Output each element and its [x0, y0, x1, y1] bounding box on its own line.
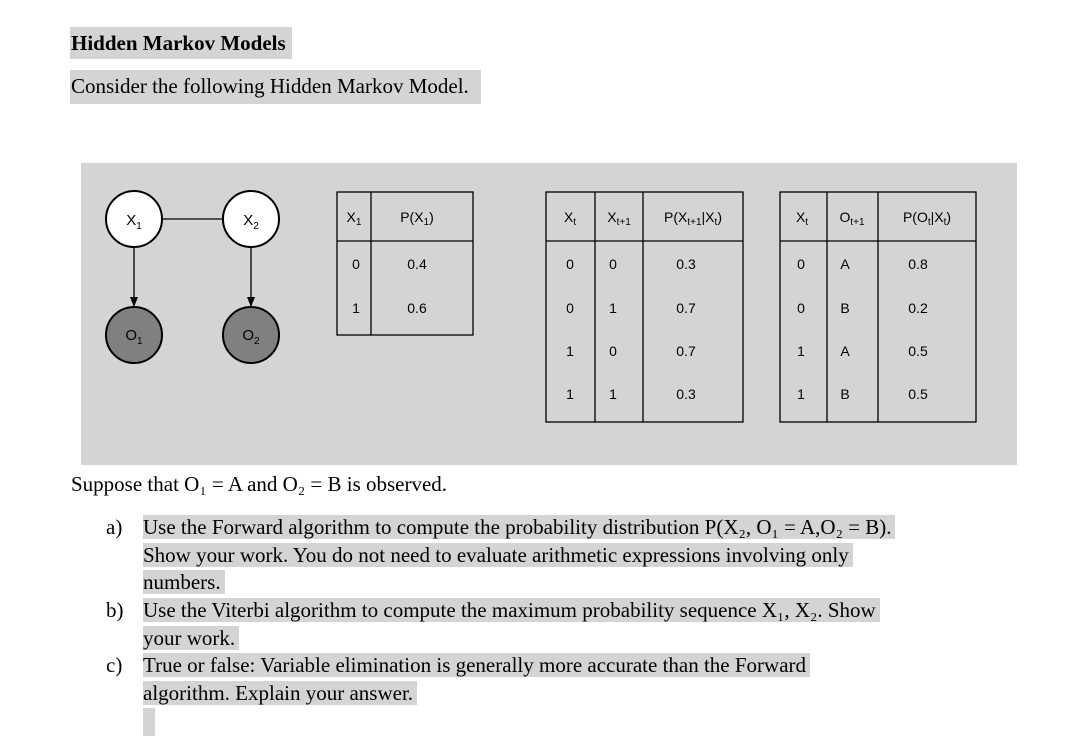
question-c-label: c): [106, 653, 123, 677]
emission-cell: 1: [797, 343, 805, 359]
question-b-line: Use the Viterbi algorithm to compute the maximum probability sequence X₁, X₂. Show: [143, 598, 880, 622]
prior-cell: 0.4: [407, 256, 427, 272]
question-b-label: b): [106, 598, 124, 622]
prior-cell: 1: [352, 300, 360, 316]
emission-header-p: $P(O_t|X_t)$: [902, 209, 952, 228]
emission-cell: A: [840, 343, 850, 359]
transition-header-xt: $X_t$: [563, 209, 577, 228]
transition-cell: 0.3: [676, 386, 696, 402]
question-a-label: a): [106, 515, 123, 539]
hmm-figure: [81, 163, 1017, 465]
prior-header-x1: $X_1$: [346, 209, 362, 228]
transition-cell: 0: [609, 256, 617, 272]
transition-cell: 1: [609, 300, 617, 316]
emission-cell: 1: [797, 386, 805, 402]
transition-cell: 0.7: [676, 343, 696, 359]
transition-header-xt1: $X_{t+1}$: [607, 209, 631, 228]
observation-text: Suppose that O₁ = A and O₂ = B is observed.: [71, 472, 448, 496]
prior-header-p: $P(X_1)$: [400, 209, 434, 228]
emission-cell: B: [840, 300, 850, 316]
question-c-line: algorithm. Explain your answer.: [143, 681, 417, 705]
question-a-line: Show your work. You do not need to evaluate arithmetic expressions involving only: [143, 543, 853, 567]
prior-cell: 0: [352, 256, 360, 272]
svg-text:O2: $O_2$: [242, 327, 260, 347]
transition-cell: 0: [609, 343, 617, 359]
emission-header-xt: $X_t$: [795, 209, 809, 228]
node-x2: [223, 191, 279, 247]
question-c-text: [143, 652, 810, 707]
svg-text:O1: $O_1$: [125, 327, 143, 347]
transition-cell: 1: [566, 343, 574, 359]
transition-cell: 0.3: [676, 256, 696, 272]
document-title: Hidden Markov Models: [70, 27, 292, 59]
svg-text:X1: $X_1$: [126, 212, 142, 232]
emission-cell: 0: [797, 256, 805, 272]
node-x1: [106, 191, 162, 247]
question-b-line: your work.: [143, 626, 239, 650]
prior-cell: 0.6: [407, 300, 427, 316]
hmm-figure-svg: [81, 163, 1017, 465]
question-a-line: Use the Forward algorithm to compute the probability distribution P(X₂, O₁ = A,O₂ = B).: [143, 515, 895, 539]
highlight-remnant: [143, 708, 155, 736]
emission-cell: 0.2: [908, 300, 928, 316]
transition-cell: 0.7: [676, 300, 696, 316]
emission-cell: 0.5: [908, 386, 928, 402]
emission-cell: 0: [797, 300, 805, 316]
emission-cell: 0.5: [908, 343, 928, 359]
intro-text: Consider the following Hidden Markov Model.: [70, 70, 481, 104]
emission-cell: B: [840, 386, 850, 402]
transition-cell: 0: [566, 256, 574, 272]
question-c-line: True or false: Variable elimination is generally more accurate than the Forward: [143, 653, 810, 677]
svg-text:X2: $X_2$: [243, 212, 259, 232]
question-a-line: numbers.: [143, 570, 225, 594]
transition-table: [546, 192, 743, 422]
transition-header-p: $P(X_{t+1}|X_t)$: [664, 209, 722, 228]
transition-cell: 0: [566, 300, 574, 316]
prior-table: [337, 192, 473, 335]
figure-top-blank: [82, 117, 1015, 163]
emission-cell: A: [840, 256, 850, 272]
question-a-text: [143, 514, 895, 597]
question-b-text: [143, 597, 880, 652]
emission-cell: 0.8: [908, 256, 928, 272]
node-o2: [223, 307, 279, 363]
transition-cell: 1: [566, 386, 574, 402]
node-o1: [106, 307, 162, 363]
transition-cell: 1: [609, 386, 617, 402]
emission-header-ot1: $O_{t+1}$: [839, 209, 865, 228]
emission-table: [780, 192, 976, 422]
